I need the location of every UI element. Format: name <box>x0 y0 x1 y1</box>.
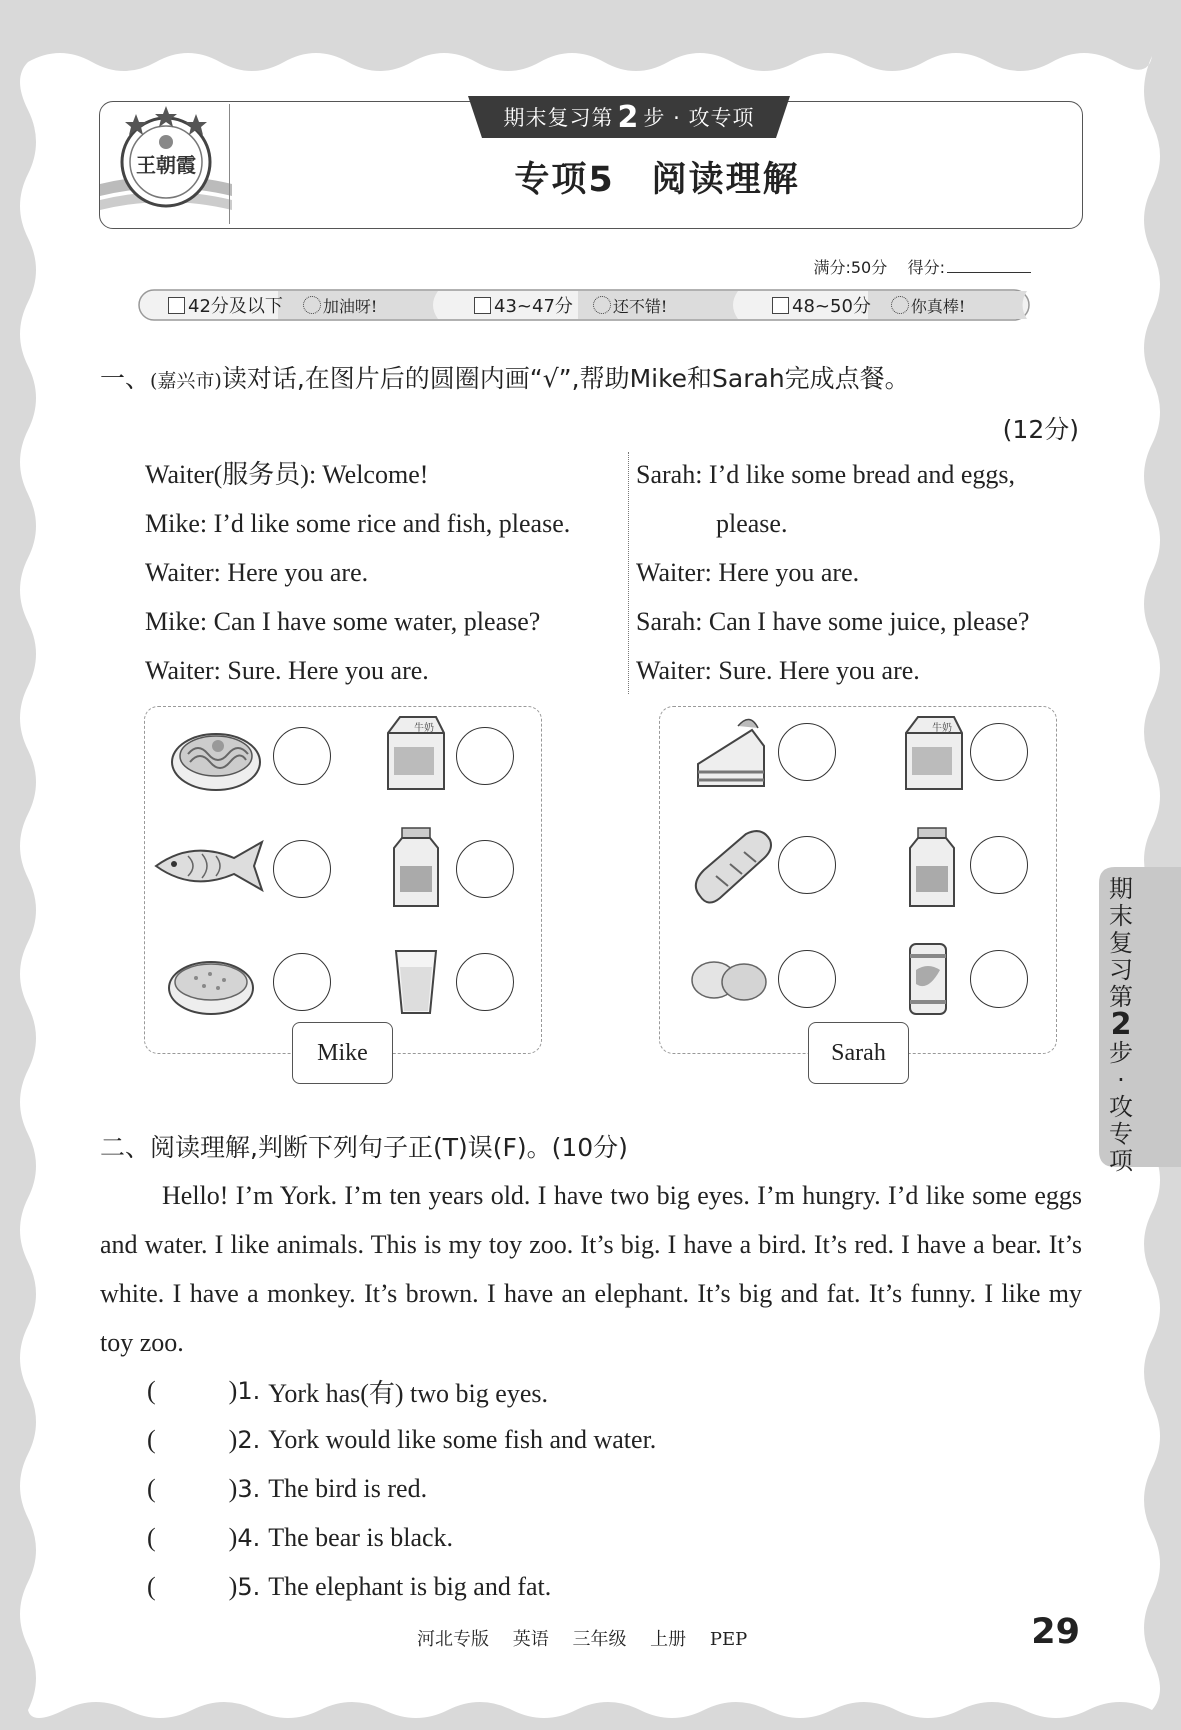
grade-cheer: 还不错! <box>612 296 668 316</box>
rice-icon <box>166 950 256 1018</box>
section1-title <box>100 359 910 395</box>
section2-title: 二、阅读理解,判断下列句子正(T)误(F)。(10分) <box>100 1133 628 1162</box>
mike-name-box: Mike <box>292 1022 393 1084</box>
section1-prefix: 一、 <box>100 364 151 393</box>
grade-cheer: 加油呀! <box>322 296 378 316</box>
answer-circle[interactable] <box>456 953 514 1011</box>
svg-text:牛奶: 牛奶 <box>932 723 952 734</box>
item-text: York would like some fish and water. <box>268 1425 657 1454</box>
eggs-icon <box>688 956 770 1004</box>
page-number: 29 <box>1031 1612 1080 1652</box>
item-number: 2. <box>237 1426 261 1454</box>
grade-cheer: 你真棒! <box>910 296 966 316</box>
dialogue-line: Sarah: I’d like some bread and eggs, <box>636 460 1016 489</box>
tf-item-4: ( ) 4. The bear is black. <box>147 1523 454 1552</box>
item-number: 1. <box>237 1377 261 1405</box>
section1-points: (12分) <box>1002 415 1079 444</box>
step-number: 2 <box>617 99 640 135</box>
dialogue-line: Waiter: Sure. Here you are. <box>636 656 920 685</box>
item-text: The bird is red. <box>268 1474 428 1503</box>
dialogue-line: Waiter(服务员): Welcome! <box>145 460 429 489</box>
bread-icon <box>690 826 774 906</box>
grade-item-1 <box>168 291 377 319</box>
milk-carton-icon <box>380 713 452 793</box>
sarah-name-box: Sarah <box>808 1022 909 1084</box>
tf-item-1: ( ) 1. York has(有) two big eyes. <box>147 1371 548 1411</box>
side-tab-text <box>1104 876 1138 1175</box>
answer-circle[interactable] <box>778 950 836 1008</box>
dialogue-divider <box>628 452 629 694</box>
answer-circle[interactable] <box>970 950 1028 1008</box>
side-tab-prefix: 期 末 复 习 第 <box>1109 875 1133 1011</box>
noodles-icon <box>168 716 264 796</box>
item-text: The bear is black. <box>268 1523 454 1552</box>
tf-item-5: ( ) 5. The elephant is big and fat. <box>147 1572 552 1601</box>
item-number: 4. <box>237 1524 261 1552</box>
dialogue-line: please. <box>716 509 788 538</box>
full-score: 满分:50分 <box>813 258 888 277</box>
dialogue-line: Mike: I’d like some rice and fish, please. <box>145 509 571 538</box>
fish-icon <box>152 836 268 896</box>
page-title: 专项5 阅读理解 <box>514 160 800 200</box>
step-suffix: 步 · 攻专项 <box>643 106 755 130</box>
side-tab-step: 2 <box>1110 1007 1132 1042</box>
brand-logo <box>100 104 232 226</box>
section1-instruction: 读对话,在图片后的圆圈内画“√”,帮助Mike和Sarah完成点餐。 <box>221 364 910 393</box>
reading-passage: Hello! I’m York. I’m ten years old. I have two big eyes. I’m hungry. I’d like some eggs and water. I like animals. This is my toy zoo. It’s big. I have a bird. It’s red. I have a bear. It’s white. I have a monkey. It’s brown. I have an elephant. It’s big and fat. It’s funny. I like my toy zoo. <box>100 1181 1082 1357</box>
grade-item-3 <box>772 291 965 319</box>
item-text: York has(有) two big eyes. <box>268 1378 548 1408</box>
score-blank[interactable] <box>947 272 1031 273</box>
answer-circle[interactable] <box>456 727 514 785</box>
item-number: 5. <box>237 1573 261 1601</box>
step-prefix: 期末复习第 <box>503 106 614 130</box>
answer-circle[interactable] <box>273 727 331 785</box>
grade-range: 42分及以下 <box>188 296 283 317</box>
milk-carton-icon <box>898 713 970 793</box>
svg-text:牛奶: 牛奶 <box>414 723 434 734</box>
dialogue-left <box>145 450 570 695</box>
juice-carton-icon <box>388 826 444 908</box>
section1-source: (嘉兴市) <box>150 370 222 392</box>
item-text: The elephant is big and fat. <box>268 1572 552 1601</box>
svg-text:王朝霞: 王朝霞 <box>136 153 196 177</box>
water-glass-icon <box>392 947 440 1017</box>
answer-circle[interactable] <box>970 836 1028 894</box>
dialogue-line: Waiter: Here you are. <box>145 558 369 587</box>
step-banner-text <box>468 96 790 138</box>
item-number: 3. <box>237 1475 261 1503</box>
juice-carton-icon <box>904 826 960 908</box>
answer-circle[interactable] <box>273 840 331 898</box>
dialogue-line: Waiter: Sure. Here you are. <box>145 656 429 685</box>
side-tab-suffix: 步 · 攻 专 项 <box>1109 1039 1133 1175</box>
grade-range: 48~50分 <box>792 296 871 317</box>
answer-circle[interactable] <box>778 836 836 894</box>
checkbox[interactable] <box>474 297 491 314</box>
footer-text: 河北专版 英语 三年级 上册 PEP <box>417 1629 748 1650</box>
dialogue-line: Mike: Can I have some water, please? <box>145 607 541 636</box>
smiley-icon <box>891 296 909 314</box>
checkbox[interactable] <box>168 297 185 314</box>
dialogue-line: Sarah: Can I have some juice, please? <box>636 607 1030 636</box>
answer-circle[interactable] <box>970 723 1028 781</box>
answer-circle[interactable] <box>273 953 331 1011</box>
grade-item-2 <box>474 291 667 319</box>
logo-divider <box>229 104 230 224</box>
score-line <box>813 255 1031 278</box>
answer-circle[interactable] <box>456 840 514 898</box>
answer-circle[interactable] <box>778 723 836 781</box>
smiley-icon <box>303 296 321 314</box>
smiley-icon <box>593 296 611 314</box>
got-score-label: 得分: <box>907 258 945 277</box>
grade-range: 43~47分 <box>494 296 573 317</box>
tf-item-3: ( ) 3. The bird is red. <box>147 1474 428 1503</box>
checkbox[interactable] <box>772 297 789 314</box>
cake-icon <box>694 712 770 796</box>
dialogue-line: Waiter: Here you are. <box>636 558 860 587</box>
dialogue-right <box>636 450 1029 695</box>
juice-can-icon <box>906 940 950 1018</box>
tf-item-2: ( ) 2. York would like some fish and water. <box>147 1425 657 1454</box>
